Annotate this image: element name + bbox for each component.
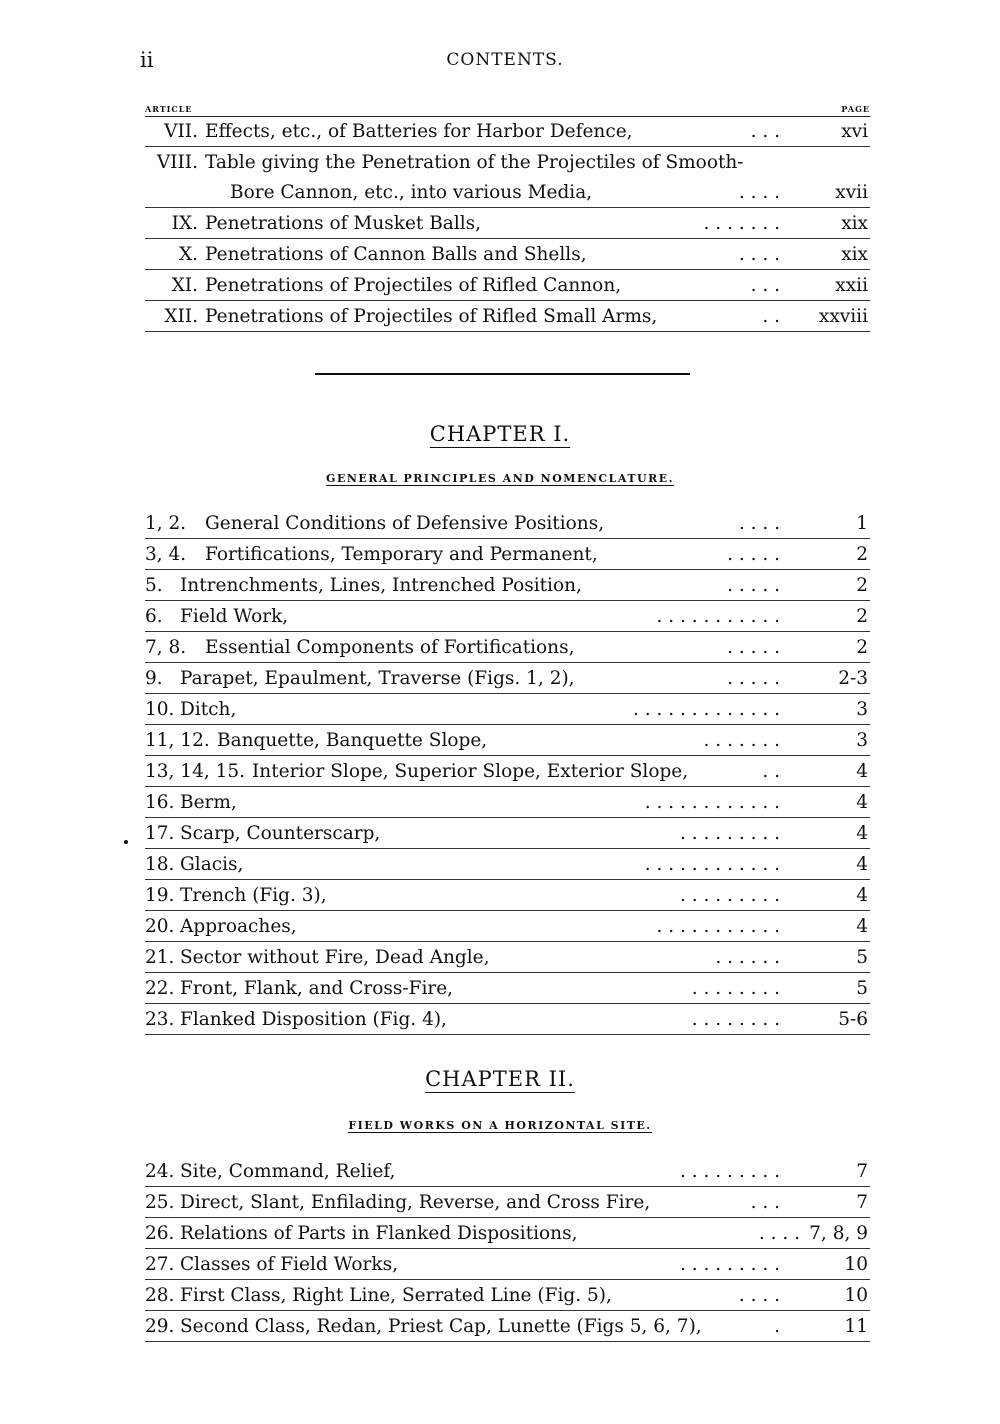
- toc-page: xxii: [835, 275, 868, 296]
- toc-row: [145, 942, 870, 973]
- toc-row: [145, 601, 870, 632]
- toc-title: Table giving the Penetration of the Projectiles of Smooth-: [205, 152, 744, 173]
- toc-leader: . .: [762, 306, 780, 327]
- toc-title: Trench (Fig. 3),: [180, 885, 327, 906]
- toc-number: XI.: [171, 275, 198, 296]
- toc-row: [145, 787, 870, 818]
- toc-number: 26.: [145, 1223, 175, 1244]
- chapter-heading: [0, 422, 1000, 446]
- toc-leader: . . . . . . . . . . . .: [644, 854, 780, 875]
- toc-page: 10: [844, 1285, 868, 1306]
- toc-title: Essential Components of Fortifications,: [205, 637, 575, 658]
- toc-title: Classes of Field Works,: [180, 1254, 398, 1275]
- toc-leader: . . . . .: [727, 637, 780, 658]
- toc-row: [145, 270, 870, 301]
- page-number: ii: [140, 48, 154, 72]
- toc-row: [145, 570, 870, 601]
- toc-leader: . . . . . . .: [703, 730, 780, 751]
- chapter1-entries: [145, 508, 870, 1035]
- toc-row: [145, 1280, 870, 1311]
- toc-number: 6.: [145, 606, 163, 627]
- toc-row: [145, 663, 870, 694]
- toc-title: Site, Command, Relief,: [180, 1161, 396, 1182]
- toc-row: [145, 725, 870, 756]
- running-head: [140, 48, 870, 78]
- toc-title: Approaches,: [180, 916, 297, 937]
- toc-number: 19.: [145, 885, 175, 906]
- toc-row: [145, 1004, 870, 1035]
- toc-row: [145, 1218, 870, 1249]
- toc-row: [145, 1156, 870, 1187]
- toc-page: 2: [856, 637, 868, 658]
- toc-page: 7, 8, 9: [809, 1223, 868, 1244]
- toc-title: Front, Flank, and Cross-Fire,: [180, 978, 454, 999]
- toc-title: Banquette, Banquette Slope,: [217, 730, 488, 751]
- toc-row: [145, 880, 870, 911]
- toc-leader: . . . . . . . . .: [680, 823, 780, 844]
- toc-title: Sector without Fire, Dead Angle,: [180, 947, 490, 968]
- toc-page: xvi: [841, 121, 868, 142]
- toc-number: 22.: [145, 978, 175, 999]
- toc-leader: . . . .: [758, 1223, 800, 1244]
- toc-leader: . . . .: [738, 1285, 780, 1306]
- chapter-heading-text: CHAPTER II.: [425, 1067, 575, 1091]
- toc-row: [145, 818, 870, 849]
- toc-title: Glacis,: [180, 854, 244, 875]
- toc-leader: . . . . . . . . . . .: [656, 606, 780, 627]
- toc-row: [145, 301, 870, 332]
- toc-number: 18.: [145, 854, 175, 875]
- toc-number: 17.: [145, 823, 175, 844]
- toc-row: [145, 632, 870, 663]
- toc-number: X.: [178, 244, 198, 265]
- toc-number: 9.: [145, 668, 163, 689]
- toc-leader: . . . . . . . . .: [680, 1254, 780, 1275]
- toc-page: 5: [856, 947, 868, 968]
- section-divider: [315, 373, 690, 375]
- toc-number: VII.: [164, 121, 198, 142]
- toc-page: 11: [844, 1316, 868, 1337]
- chapter-subtitle: [0, 472, 1000, 485]
- toc-leader: . . . .: [738, 182, 780, 203]
- toc-title-continued: Bore Cannon, etc., into various Media,: [230, 182, 593, 203]
- toc-title: First Class, Right Line, Serrated Line (Fig. 5),: [180, 1285, 612, 1306]
- toc-row: [145, 1311, 870, 1342]
- toc-title: Second Class, Redan, Priest Cap, Lunette (Figs 5, 6, 7),: [180, 1316, 702, 1337]
- chapter-subtitle: [0, 1119, 1000, 1132]
- toc-page: 2: [856, 544, 868, 565]
- toc-page: 4: [856, 885, 868, 906]
- toc-number: 29.: [145, 1316, 175, 1337]
- toc-page: 3: [856, 699, 868, 720]
- column-header-article: ARTICLE: [145, 104, 193, 114]
- toc-row: [145, 239, 870, 270]
- chapter-heading-text: CHAPTER I.: [429, 422, 571, 446]
- toc-leader: . . . . .: [727, 544, 780, 565]
- toc-title: Flanked Disposition (Fig. 4),: [180, 1009, 447, 1030]
- toc-number: 25.: [145, 1192, 175, 1213]
- toc-row: [145, 539, 870, 570]
- toc-leader: . . . . . .: [715, 947, 780, 968]
- toc-row: [145, 1249, 870, 1280]
- toc-title: General Conditions of Defensive Positions,: [205, 513, 605, 534]
- toc-number: 20.: [145, 916, 175, 937]
- chapter-subtitle-text: GENERAL PRINCIPLES AND NOMENCLATURE.: [326, 472, 674, 485]
- toc-number: 7, 8.: [145, 637, 187, 658]
- toc-title: Fortifications, Temporary and Permanent,: [205, 544, 598, 565]
- toc-page: xix: [841, 244, 868, 265]
- toc-page: 7: [856, 1161, 868, 1182]
- column-header-page: PAGE: [841, 104, 870, 114]
- toc-leader: . . . . .: [727, 668, 780, 689]
- toc-leader: . . . . . . . . . . . . .: [632, 699, 780, 720]
- toc-number: 10.: [145, 699, 175, 720]
- toc-page: 5-6: [838, 1009, 868, 1030]
- toc-title: Intrenchments, Lines, Intrenched Position,: [180, 575, 582, 596]
- toc-page: 3: [856, 730, 868, 751]
- toc-leader: . . . .: [738, 244, 780, 265]
- toc-number: 16.: [145, 792, 175, 813]
- toc-leader: . . . . .: [727, 575, 780, 596]
- chapter-subtitle-text: FIELD WORKS ON A HORIZONTAL SITE.: [348, 1119, 652, 1132]
- toc-page: 2: [856, 606, 868, 627]
- toc-number: 23.: [145, 1009, 175, 1030]
- toc-leader: . . .: [750, 275, 780, 296]
- toc-title: Effects, etc., of Batteries for Harbor Defence,: [205, 121, 633, 142]
- toc-title: Direct, Slant, Enfilading, Reverse, and Cross Fire,: [180, 1192, 651, 1213]
- toc-leader: . . . . . . .: [703, 213, 780, 234]
- stray-ink-mark: [124, 840, 128, 844]
- toc-number: VIII.: [156, 152, 198, 173]
- toc-page: xxviii: [818, 306, 868, 327]
- toc-row: [145, 508, 870, 539]
- toc-page: 4: [856, 761, 868, 782]
- toc-leader: . . .: [750, 121, 780, 142]
- toc-row: [145, 208, 870, 239]
- toc-number: 21.: [145, 947, 175, 968]
- toc-page: 2: [856, 575, 868, 596]
- toc-leader: . . . . . . . . .: [680, 1161, 780, 1182]
- toc-row: [145, 1187, 870, 1218]
- toc-row: [145, 911, 870, 942]
- toc-title: Penetrations of Musket Balls,: [205, 213, 482, 234]
- toc-number: IX.: [171, 213, 198, 234]
- running-title: CONTENTS.: [446, 50, 564, 70]
- toc-page: xvii: [835, 182, 868, 203]
- toc-number: 1, 2.: [145, 513, 187, 534]
- toc-page: xix: [841, 213, 868, 234]
- toc-title: Scarp, Counterscarp,: [180, 823, 381, 844]
- toc-page: 1: [856, 513, 868, 534]
- toc-row: [145, 849, 870, 880]
- toc-page: 4: [856, 823, 868, 844]
- toc-number: 3, 4.: [145, 544, 187, 565]
- toc-number: 24.: [145, 1161, 175, 1182]
- chapter-heading: [0, 1067, 1000, 1091]
- toc-title: Penetrations of Projectiles of Rifled Cannon,: [205, 275, 622, 296]
- toc-row: [145, 694, 870, 725]
- article-list: [145, 116, 870, 332]
- toc-page: 10: [844, 1254, 868, 1275]
- toc-leader: . . . .: [738, 513, 780, 534]
- toc-row: [145, 756, 870, 787]
- toc-leader: . . . . . . . .: [691, 978, 780, 999]
- toc-row: [145, 116, 870, 147]
- toc-page: 4: [856, 854, 868, 875]
- toc-title: Relations of Parts in Flanked Dispositions,: [180, 1223, 578, 1244]
- toc-leader: . . .: [750, 1192, 780, 1213]
- toc-number: XII.: [164, 306, 198, 327]
- toc-page: 7: [856, 1192, 868, 1213]
- toc-number: 27.: [145, 1254, 175, 1275]
- toc-leader: .: [774, 1316, 780, 1337]
- toc-number: 5.: [145, 575, 163, 596]
- toc-title: Parapet, Epaulment, Traverse (Figs. 1, 2),: [180, 668, 575, 689]
- toc-leader: . . . . . . . . . . .: [656, 916, 780, 937]
- toc-page: 4: [856, 792, 868, 813]
- toc-page: 2-3: [838, 668, 868, 689]
- toc-title: Field Work,: [180, 606, 289, 627]
- toc-title: Ditch,: [180, 699, 237, 720]
- toc-page: 4: [856, 916, 868, 937]
- toc-leader: . . . . . . . . . . . .: [644, 792, 780, 813]
- toc-number: 11, 12.: [145, 730, 210, 751]
- toc-title: Berm,: [180, 792, 237, 813]
- toc-title: Penetrations of Cannon Balls and Shells,: [205, 244, 587, 265]
- toc-page: 5: [856, 978, 868, 999]
- toc-title: Interior Slope, Superior Slope, Exterior Slope,: [252, 761, 689, 782]
- toc-leader: . . . . . . . . .: [680, 885, 780, 906]
- chapter2-entries: [145, 1156, 870, 1342]
- toc-leader: . . . . . . . .: [691, 1009, 780, 1030]
- toc-row: [145, 147, 870, 208]
- toc-leader: . .: [762, 761, 780, 782]
- toc-number: 28.: [145, 1285, 175, 1306]
- toc-title: Penetrations of Projectiles of Rifled Small Arms,: [205, 306, 658, 327]
- toc-number: 13, 14, 15.: [145, 761, 246, 782]
- toc-row: [145, 973, 870, 1004]
